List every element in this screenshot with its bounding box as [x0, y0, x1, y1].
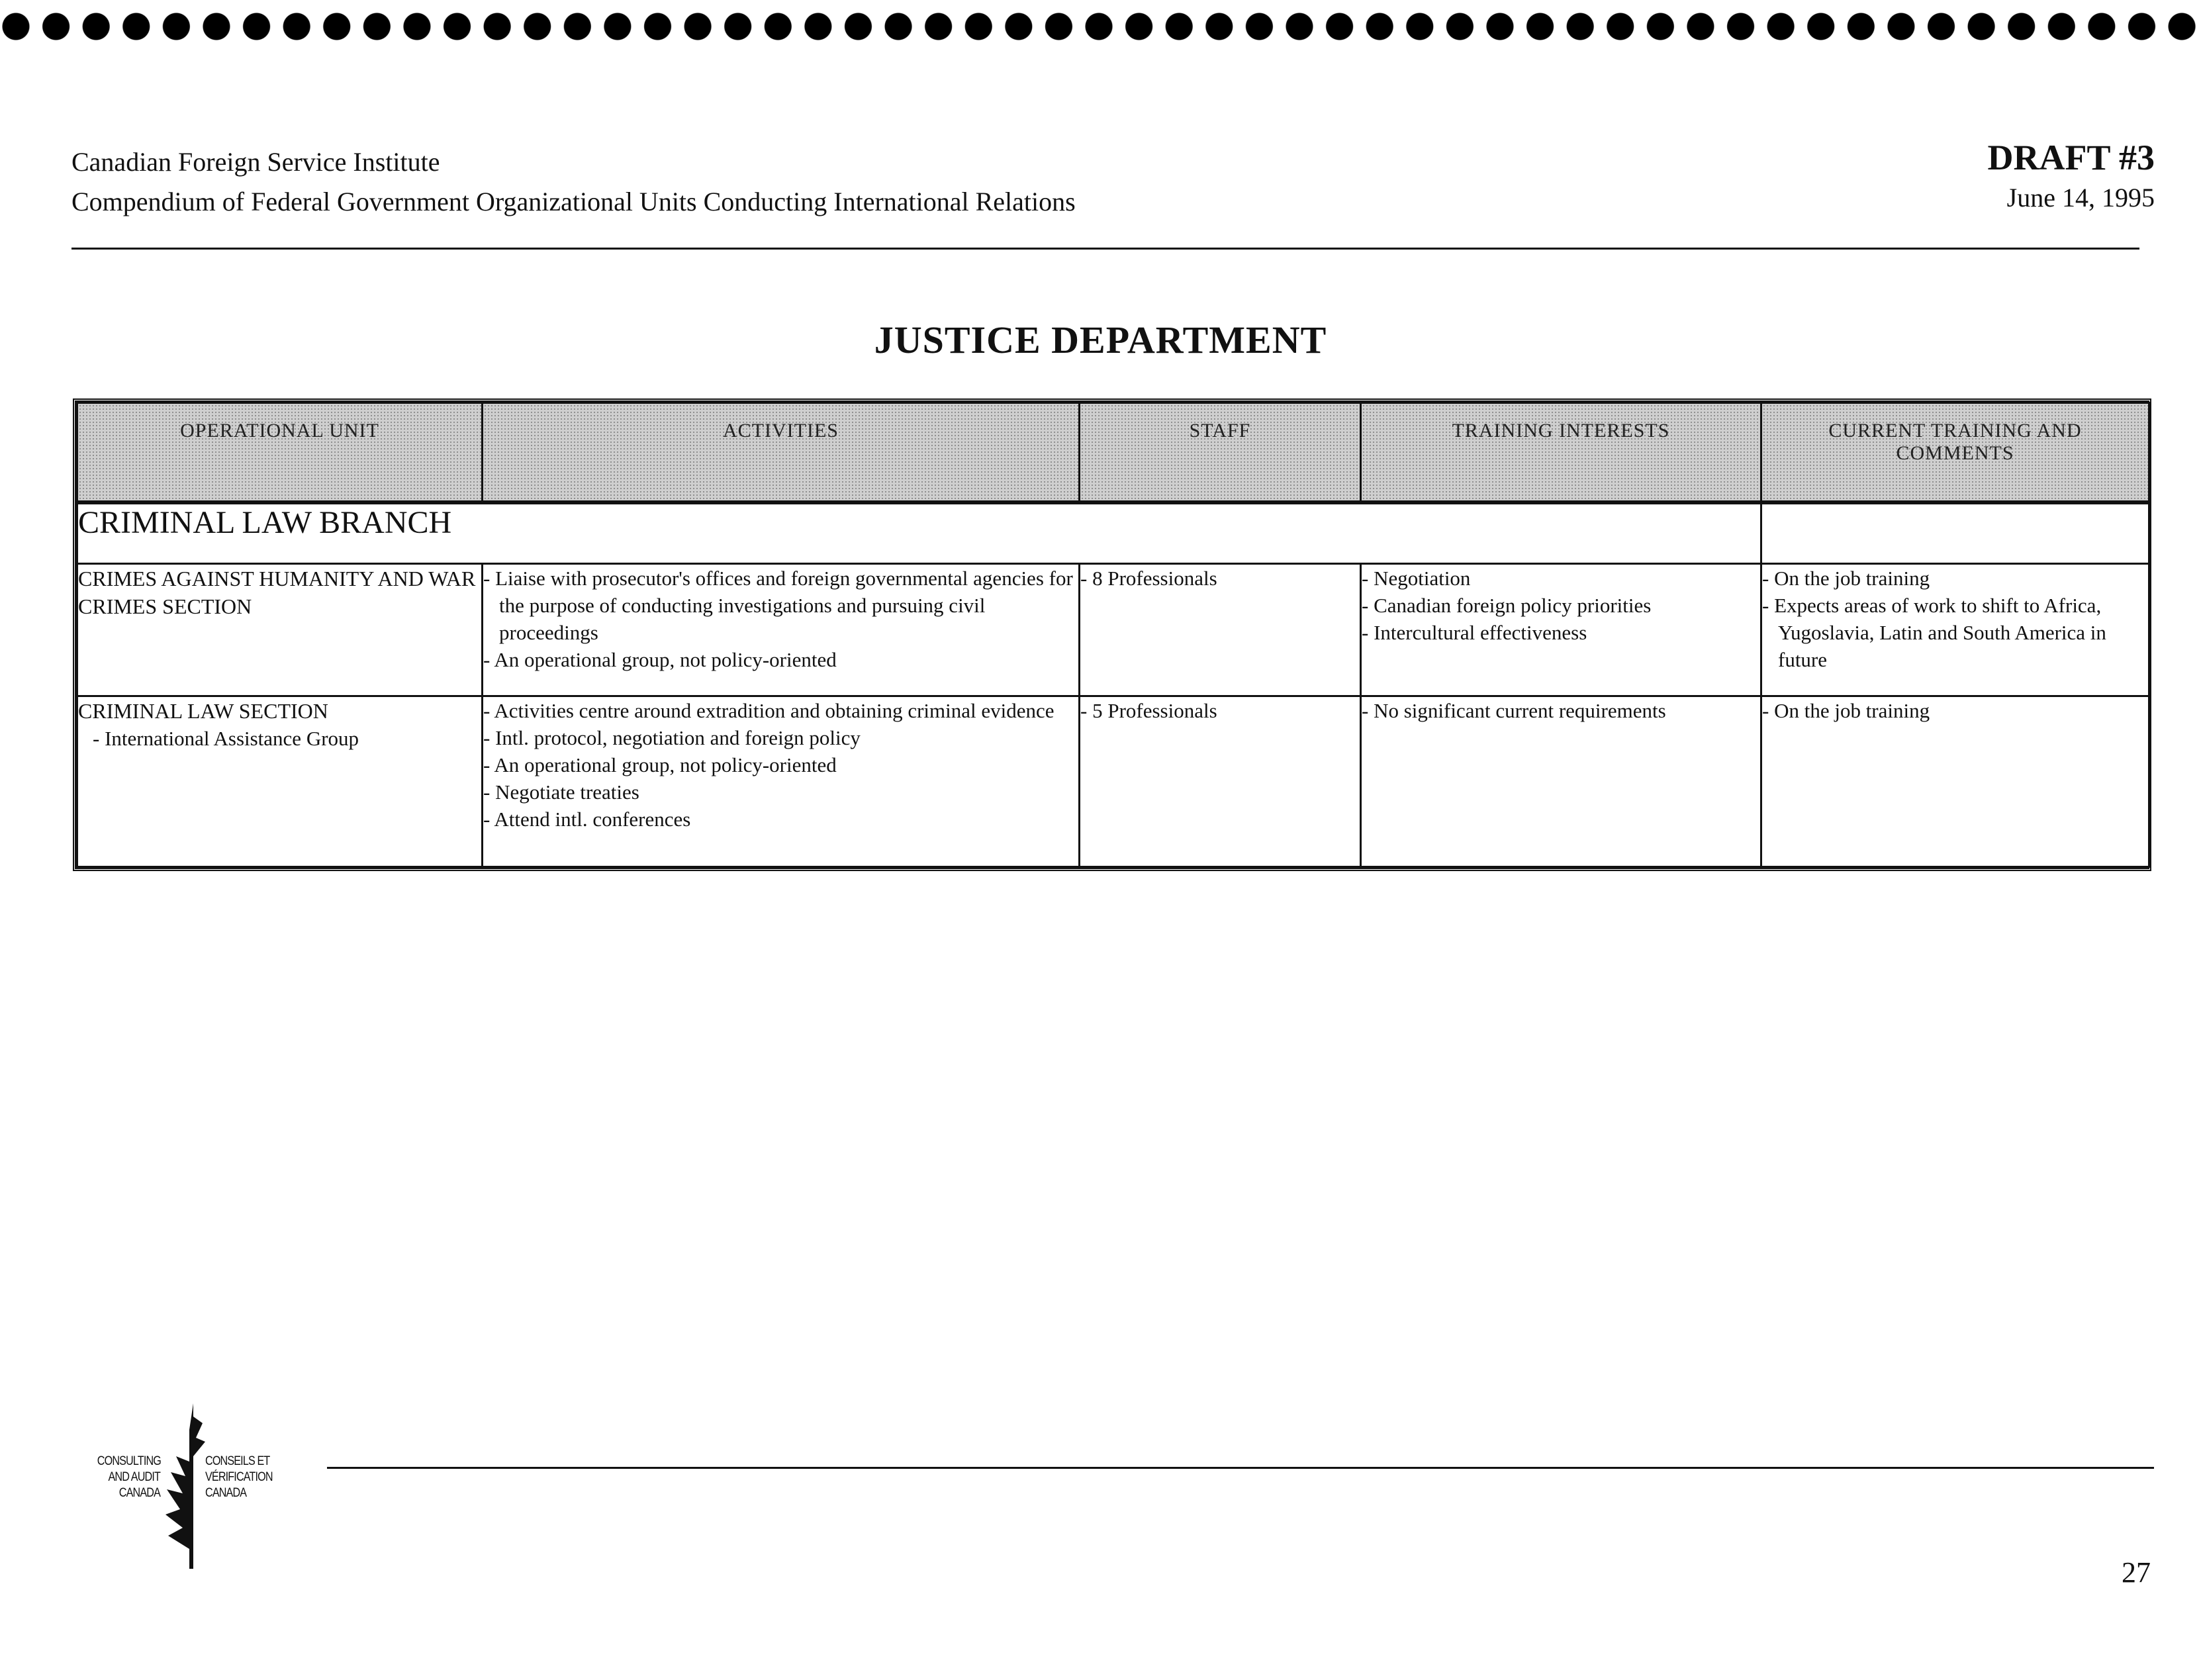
list-item: - An operational group, not policy-oriented	[483, 648, 837, 671]
branch-name: CRIMINAL LAW BRANCH	[77, 502, 1761, 564]
operational-unit: CRIMINAL LAW SECTION	[78, 699, 328, 723]
list-item: - Expects areas of work to shift to Africa, Yugoslavia, Latin and South America in future	[1762, 594, 2106, 671]
training-interests-cell	[1361, 696, 1761, 867]
logo-line: AND AUDIT	[108, 1470, 160, 1484]
dotted-border	[0, 11, 2201, 42]
column-header: OPERATIONAL UNIT	[77, 403, 483, 503]
page-title: JUSTICE DEPARTMENT	[874, 318, 1327, 361]
table-row	[77, 696, 2149, 867]
staff-cell	[1080, 696, 1361, 867]
current-training-cell	[1761, 696, 2149, 867]
draft-label: DRAFT #3	[1987, 138, 2155, 177]
list-item: - Attend intl. conferences	[483, 808, 691, 831]
list-item: - Canadian foreign policy priorities	[1362, 594, 1652, 617]
staff-cell	[1080, 564, 1361, 696]
column-header: TRAINING INTERESTS	[1361, 403, 1761, 503]
operational-sub-unit: - International Assistance Group	[93, 727, 359, 750]
cac-logo	[86, 1403, 285, 1569]
page-number: 27	[2122, 1556, 2151, 1589]
column-header: CURRENT TRAINING AND COMMENTS	[1761, 403, 2149, 503]
table-row	[77, 564, 2149, 696]
logo-line: CONSULTING	[97, 1454, 161, 1468]
department-table	[73, 398, 2151, 871]
list-item: - An operational group, not policy-oriented	[483, 753, 837, 776]
current-training-cell	[1761, 564, 2149, 696]
list-item: - Intercultural effectiveness	[1362, 621, 1587, 644]
maple-leaf-icon	[163, 1403, 205, 1569]
list-item: - On the job training	[1762, 699, 1930, 722]
draft-info	[1987, 136, 2155, 216]
operational-unit-cell	[77, 564, 483, 696]
column-header: STAFF	[1080, 403, 1361, 503]
activities-cell	[483, 564, 1080, 696]
table-header-row	[77, 403, 2149, 503]
logo-line: VÉRIFICATION	[205, 1470, 273, 1484]
logo-line: CANADA	[118, 1486, 160, 1500]
training-interests-cell	[1361, 564, 1761, 696]
header-rule	[71, 248, 2139, 250]
logo-text-french	[205, 1454, 295, 1501]
list-item: - Activities centre around extradition and obtaining criminal evidence	[483, 699, 1054, 722]
document-header	[71, 142, 1076, 222]
list-item: - Negotiate treaties	[483, 780, 639, 804]
staff-count: - 8 Professionals	[1080, 567, 1217, 590]
logo-text-english	[97, 1454, 160, 1501]
list-item: - Negotiation	[1362, 567, 1471, 590]
operational-unit: CRIMES AGAINST HUMANITY AND WAR CRIMES SECTION	[78, 567, 476, 618]
list-item: - No significant current requirements	[1362, 699, 1666, 722]
list-item: - On the job training	[1762, 567, 1930, 590]
branch-empty-cell	[1761, 502, 2149, 564]
compendium-title: Compendium of Federal Government Organizational Units Conducting International Relations	[71, 187, 1076, 216]
logo-line: CANADA	[205, 1486, 247, 1500]
list-item: - Intl. protocol, negotiation and foreign policy	[483, 726, 861, 749]
staff-count: - 5 Professionals	[1080, 699, 1217, 722]
activities-cell	[483, 696, 1080, 867]
institute-name: Canadian Foreign Service Institute	[71, 147, 440, 177]
column-header: ACTIVITIES	[483, 403, 1080, 503]
branch-row	[77, 502, 2149, 564]
logo-line: CONSEILS ET	[205, 1454, 270, 1468]
operational-unit-cell	[77, 696, 483, 867]
draft-date: June 14, 1995	[2006, 183, 2155, 212]
footer-rule	[327, 1467, 2154, 1469]
list-item: - Liaise with prosecutor's offices and foreign governmental agencies for the purpose of conducting investigations and pursuing civil proceedings	[483, 567, 1073, 644]
